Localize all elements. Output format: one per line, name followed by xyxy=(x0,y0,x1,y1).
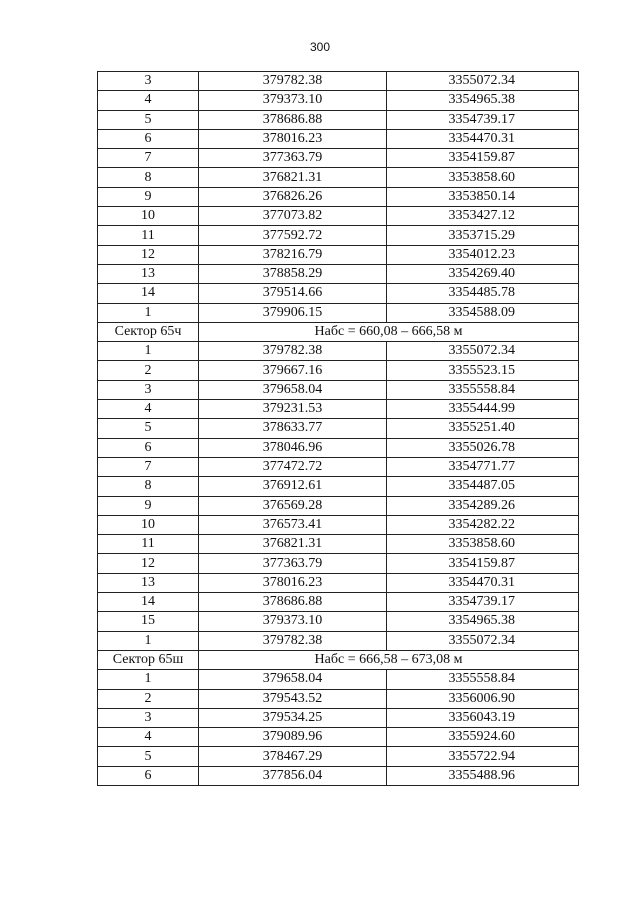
y-coordinate: 3355488.96 xyxy=(387,766,579,785)
x-coordinate: 379658.04 xyxy=(199,670,387,689)
table-row xyxy=(98,457,579,476)
x-coordinate: 378686.88 xyxy=(199,593,387,612)
table-row xyxy=(98,708,579,727)
x-coordinate: 377363.79 xyxy=(199,554,387,573)
y-coordinate: 3355722.94 xyxy=(387,747,579,766)
point-number: 11 xyxy=(98,535,199,554)
y-coordinate: 3354470.31 xyxy=(387,129,579,148)
table-row xyxy=(98,593,579,612)
table-row xyxy=(98,631,579,650)
table-row xyxy=(98,284,579,303)
x-coordinate: 379373.10 xyxy=(199,91,387,110)
x-coordinate: 376569.28 xyxy=(199,496,387,515)
y-coordinate: 3355072.34 xyxy=(387,72,579,91)
table-row xyxy=(98,419,579,438)
table-row xyxy=(98,689,579,708)
x-coordinate: 379782.38 xyxy=(199,342,387,361)
point-number: 8 xyxy=(98,168,199,187)
x-coordinate: 379667.16 xyxy=(199,361,387,380)
x-coordinate: 379782.38 xyxy=(199,72,387,91)
point-number: 12 xyxy=(98,554,199,573)
table-row xyxy=(98,438,579,457)
point-number: 9 xyxy=(98,187,199,206)
point-number: 1 xyxy=(98,631,199,650)
y-coordinate: 3353715.29 xyxy=(387,226,579,245)
y-coordinate: 3354739.17 xyxy=(387,110,579,129)
y-coordinate: 3355558.84 xyxy=(387,670,579,689)
table-row xyxy=(98,110,579,129)
x-coordinate: 379534.25 xyxy=(199,708,387,727)
table-row xyxy=(98,380,579,399)
sector-name: Сектор 65ш xyxy=(98,650,199,669)
y-coordinate: 3355558.84 xyxy=(387,380,579,399)
y-coordinate: 3354269.40 xyxy=(387,264,579,283)
x-coordinate: 379782.38 xyxy=(199,631,387,650)
coordinates-table-body xyxy=(98,72,579,786)
point-number: 1 xyxy=(98,670,199,689)
point-number: 4 xyxy=(98,400,199,419)
y-coordinate: 3354965.38 xyxy=(387,91,579,110)
point-number: 10 xyxy=(98,207,199,226)
y-coordinate: 3354159.87 xyxy=(387,149,579,168)
table-row xyxy=(98,149,579,168)
sector-header-row xyxy=(98,650,579,669)
y-coordinate: 3354282.22 xyxy=(387,515,579,534)
sector-elevation-range: Набс = 660,08 – 666,58 м xyxy=(199,322,579,341)
point-number: 1 xyxy=(98,303,199,322)
y-coordinate: 3355444.99 xyxy=(387,400,579,419)
table-row xyxy=(98,91,579,110)
table-row xyxy=(98,612,579,631)
table-row xyxy=(98,245,579,264)
coordinates-table xyxy=(97,71,579,786)
y-coordinate: 3354012.23 xyxy=(387,245,579,264)
table-row xyxy=(98,515,579,534)
x-coordinate: 378016.23 xyxy=(199,573,387,592)
table-row xyxy=(98,766,579,785)
y-coordinate: 3354159.87 xyxy=(387,554,579,573)
y-coordinate: 3353858.60 xyxy=(387,535,579,554)
point-number: 13 xyxy=(98,264,199,283)
point-number: 9 xyxy=(98,496,199,515)
y-coordinate: 3353858.60 xyxy=(387,168,579,187)
table-row xyxy=(98,728,579,747)
point-number: 3 xyxy=(98,380,199,399)
x-coordinate: 378686.88 xyxy=(199,110,387,129)
x-coordinate: 377363.79 xyxy=(199,149,387,168)
table-row xyxy=(98,747,579,766)
x-coordinate: 376573.41 xyxy=(199,515,387,534)
y-coordinate: 3355251.40 xyxy=(387,419,579,438)
y-coordinate: 3354470.31 xyxy=(387,573,579,592)
y-coordinate: 3354588.09 xyxy=(387,303,579,322)
point-number: 10 xyxy=(98,515,199,534)
x-coordinate: 379089.96 xyxy=(199,728,387,747)
table-row xyxy=(98,535,579,554)
table-row xyxy=(98,264,579,283)
y-coordinate: 3356043.19 xyxy=(387,708,579,727)
y-coordinate: 3355072.34 xyxy=(387,342,579,361)
x-coordinate: 379543.52 xyxy=(199,689,387,708)
point-number: 3 xyxy=(98,72,199,91)
point-number: 5 xyxy=(98,110,199,129)
table-row xyxy=(98,477,579,496)
table-row xyxy=(98,129,579,148)
y-coordinate: 3354771.77 xyxy=(387,457,579,476)
point-number: 6 xyxy=(98,766,199,785)
point-number: 7 xyxy=(98,457,199,476)
point-number: 4 xyxy=(98,91,199,110)
x-coordinate: 376821.31 xyxy=(199,168,387,187)
x-coordinate: 378016.23 xyxy=(199,129,387,148)
point-number: 8 xyxy=(98,477,199,496)
y-coordinate: 3354487.05 xyxy=(387,477,579,496)
y-coordinate: 3354485.78 xyxy=(387,284,579,303)
x-coordinate: 379373.10 xyxy=(199,612,387,631)
point-number: 3 xyxy=(98,708,199,727)
x-coordinate: 377856.04 xyxy=(199,766,387,785)
point-number: 2 xyxy=(98,689,199,708)
y-coordinate: 3355026.78 xyxy=(387,438,579,457)
page-number: 300 xyxy=(309,40,331,54)
table-row xyxy=(98,573,579,592)
table-row xyxy=(98,303,579,322)
point-number: 7 xyxy=(98,149,199,168)
table-row xyxy=(98,168,579,187)
point-number: 14 xyxy=(98,284,199,303)
point-number: 6 xyxy=(98,129,199,148)
point-number: 5 xyxy=(98,747,199,766)
point-number: 12 xyxy=(98,245,199,264)
table-row xyxy=(98,670,579,689)
y-coordinate: 3354289.26 xyxy=(387,496,579,515)
table-row xyxy=(98,187,579,206)
sector-name: Сектор 65ч xyxy=(98,322,199,341)
x-coordinate: 377472.72 xyxy=(199,457,387,476)
sector-elevation-range: Набс = 666,58 – 673,08 м xyxy=(199,650,579,669)
y-coordinate: 3354739.17 xyxy=(387,593,579,612)
x-coordinate: 378467.29 xyxy=(199,747,387,766)
table-row xyxy=(98,554,579,573)
x-coordinate: 378046.96 xyxy=(199,438,387,457)
x-coordinate: 379658.04 xyxy=(199,380,387,399)
x-coordinate: 376826.26 xyxy=(199,187,387,206)
y-coordinate: 3355924.60 xyxy=(387,728,579,747)
point-number: 2 xyxy=(98,361,199,380)
point-number: 4 xyxy=(98,728,199,747)
y-coordinate: 3354965.38 xyxy=(387,612,579,631)
point-number: 5 xyxy=(98,419,199,438)
point-number: 11 xyxy=(98,226,199,245)
y-coordinate: 3355072.34 xyxy=(387,631,579,650)
x-coordinate: 376912.61 xyxy=(199,477,387,496)
table-row xyxy=(98,226,579,245)
y-coordinate: 3353850.14 xyxy=(387,187,579,206)
x-coordinate: 378858.29 xyxy=(199,264,387,283)
x-coordinate: 379906.15 xyxy=(199,303,387,322)
y-coordinate: 3356006.90 xyxy=(387,689,579,708)
x-coordinate: 377073.82 xyxy=(199,207,387,226)
x-coordinate: 379231.53 xyxy=(199,400,387,419)
table-row xyxy=(98,496,579,515)
point-number: 15 xyxy=(98,612,199,631)
table-row xyxy=(98,207,579,226)
x-coordinate: 378633.77 xyxy=(199,419,387,438)
table-row xyxy=(98,342,579,361)
table-row xyxy=(98,400,579,419)
y-coordinate: 3353427.12 xyxy=(387,207,579,226)
table-row xyxy=(98,361,579,380)
x-coordinate: 376821.31 xyxy=(199,535,387,554)
point-number: 6 xyxy=(98,438,199,457)
sector-header-row xyxy=(98,322,579,341)
y-coordinate: 3355523.15 xyxy=(387,361,579,380)
table-row xyxy=(98,72,579,91)
x-coordinate: 379514.66 xyxy=(199,284,387,303)
x-coordinate: 377592.72 xyxy=(199,226,387,245)
x-coordinate: 378216.79 xyxy=(199,245,387,264)
point-number: 1 xyxy=(98,342,199,361)
point-number: 14 xyxy=(98,593,199,612)
point-number: 13 xyxy=(98,573,199,592)
